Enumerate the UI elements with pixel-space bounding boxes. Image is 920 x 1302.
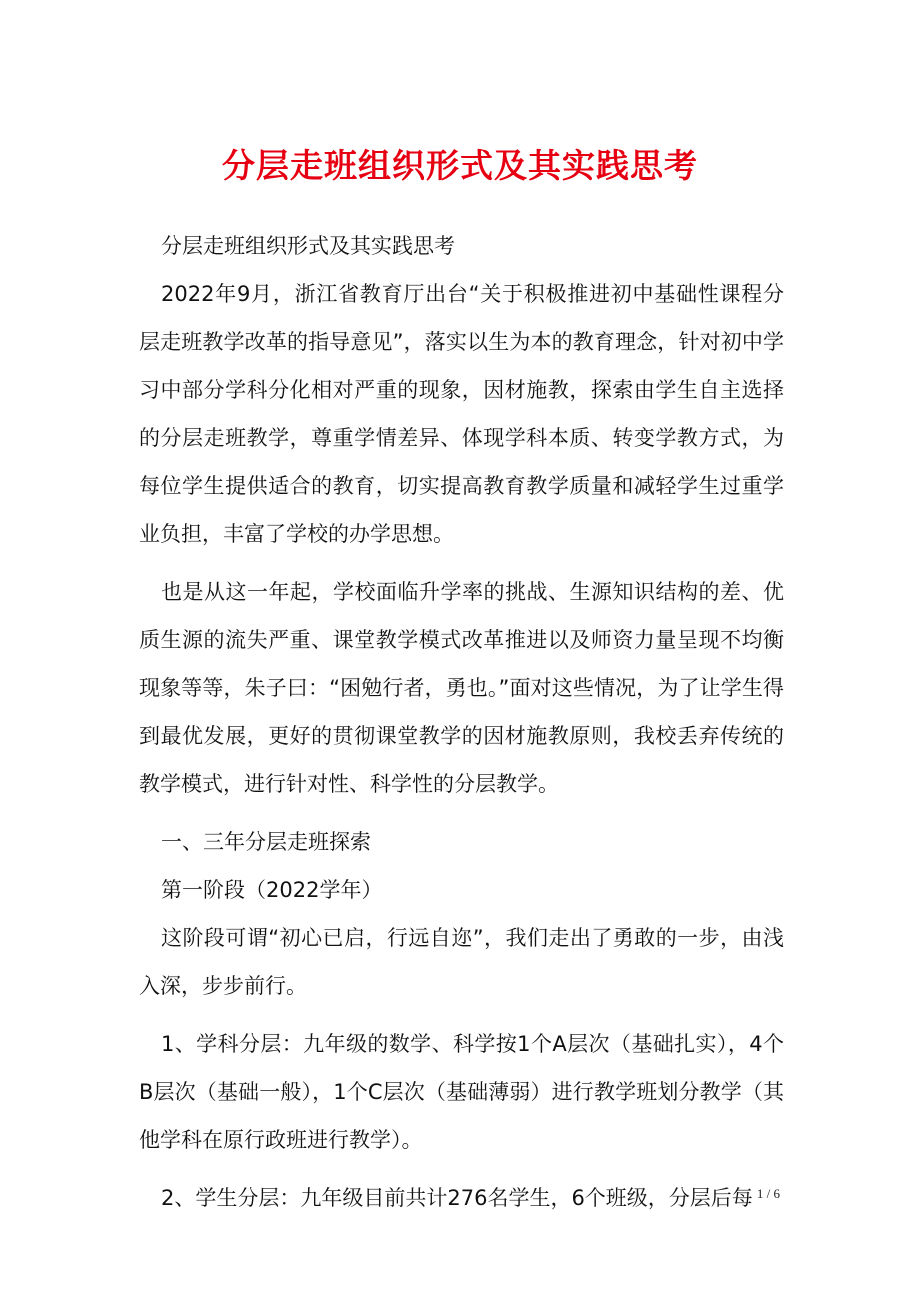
subsection-heading: 第一阶段（2022学年） <box>161 878 383 902</box>
page-number: 1 / 6 <box>756 1186 780 1201</box>
paragraph: 1、学科分层：九年级的数学、科学按1个A层次（基础扎实），4个B层次（基础一般），1个C层次（基础薄弱）进行教学班划分教学（其他学科在原行政班进行教学）。 <box>139 1032 784 1152</box>
paragraph: 这阶段可谓“初心已启，行远自迩”，我们走出了勇敢的一步，由浅入深，步步前行。 <box>139 926 784 998</box>
paragraph-subtitle: 分层走班组织形式及其实践思考 <box>161 234 455 258</box>
section-heading: 一、三年分层走班探索 <box>161 830 371 854</box>
paragraph: 2、学生分层：九年级目前共计276名学生，6个班级，分层后每 <box>161 1186 753 1210</box>
document-body <box>139 222 784 1232</box>
document-title: 分层走班组织形式及其实践思考 <box>222 146 698 185</box>
paragraph: 2022年9月，浙江省教育厅出台“关于积极推进初中基础性课程分层走班教学改革的指导意见”，落实以生为本的教育理念，针对初中学习中部分学科分化相对严重的现象，因材施教，探索由学生自主选择的分层走班教学，尊重学情差异、体现学科本质、转变学教方式，为每位学生提供适合的教育，切实提高教育教学质量和减轻学生过重学业负担，丰富了学校的办学思想。 <box>139 282 784 546</box>
paragraph: 也是从这一年起，学校面临升学率的挑战、生源知识结构的差、优质生源的流失严重、课堂教学模式改革推进以及师资力量呈现不均衡现象等等，朱子曰：“困勉行者，勇也。”面对这些情况，为了让学生得到最优发展，更好的贯彻课堂教学的因材施教原则，我校丢弃传统的教学模式，进行针对性、科学性的分层教学。 <box>139 580 784 796</box>
